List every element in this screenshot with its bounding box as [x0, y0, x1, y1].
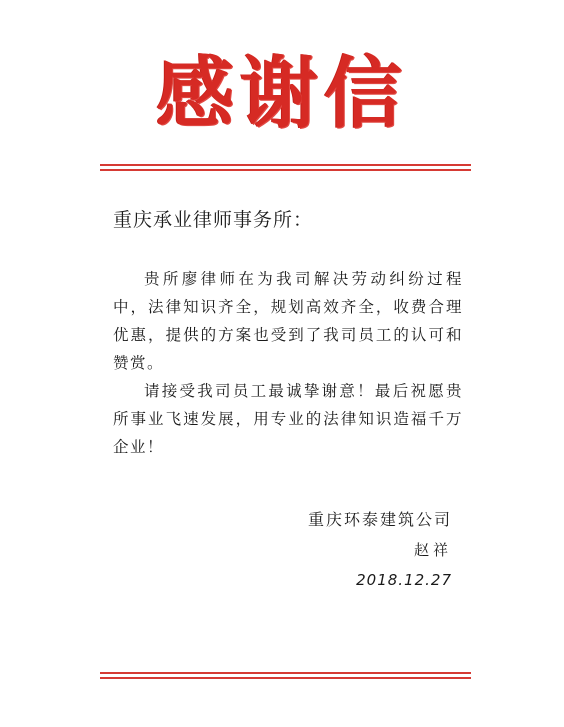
letter-title: 感谢信 — [155, 48, 408, 139]
top-double-rule — [100, 164, 471, 170]
signature-person: 赵祥 — [413, 541, 452, 559]
signature-date: 2018.12.27 — [356, 571, 452, 589]
body-paragraph-1: 贵所廖律师在为我司解决劳动纠纷过程中，法律知识齐全，规划高效齐全，收费合理优惠，提供的方案也受到了我司员工的认可和赞赏。 — [113, 270, 463, 372]
letter-body — [113, 265, 463, 461]
salutation: 重庆承业律师事务所： — [113, 209, 314, 231]
bottom-double-rule — [100, 672, 471, 678]
body-paragraph-2: 请接受我司员工最诚挚谢意！最后祝愿贵所事业飞速发展，用专业的法律知识造福千万企业！ — [113, 382, 463, 456]
signature-company: 重庆环泰建筑公司 — [307, 510, 452, 529]
